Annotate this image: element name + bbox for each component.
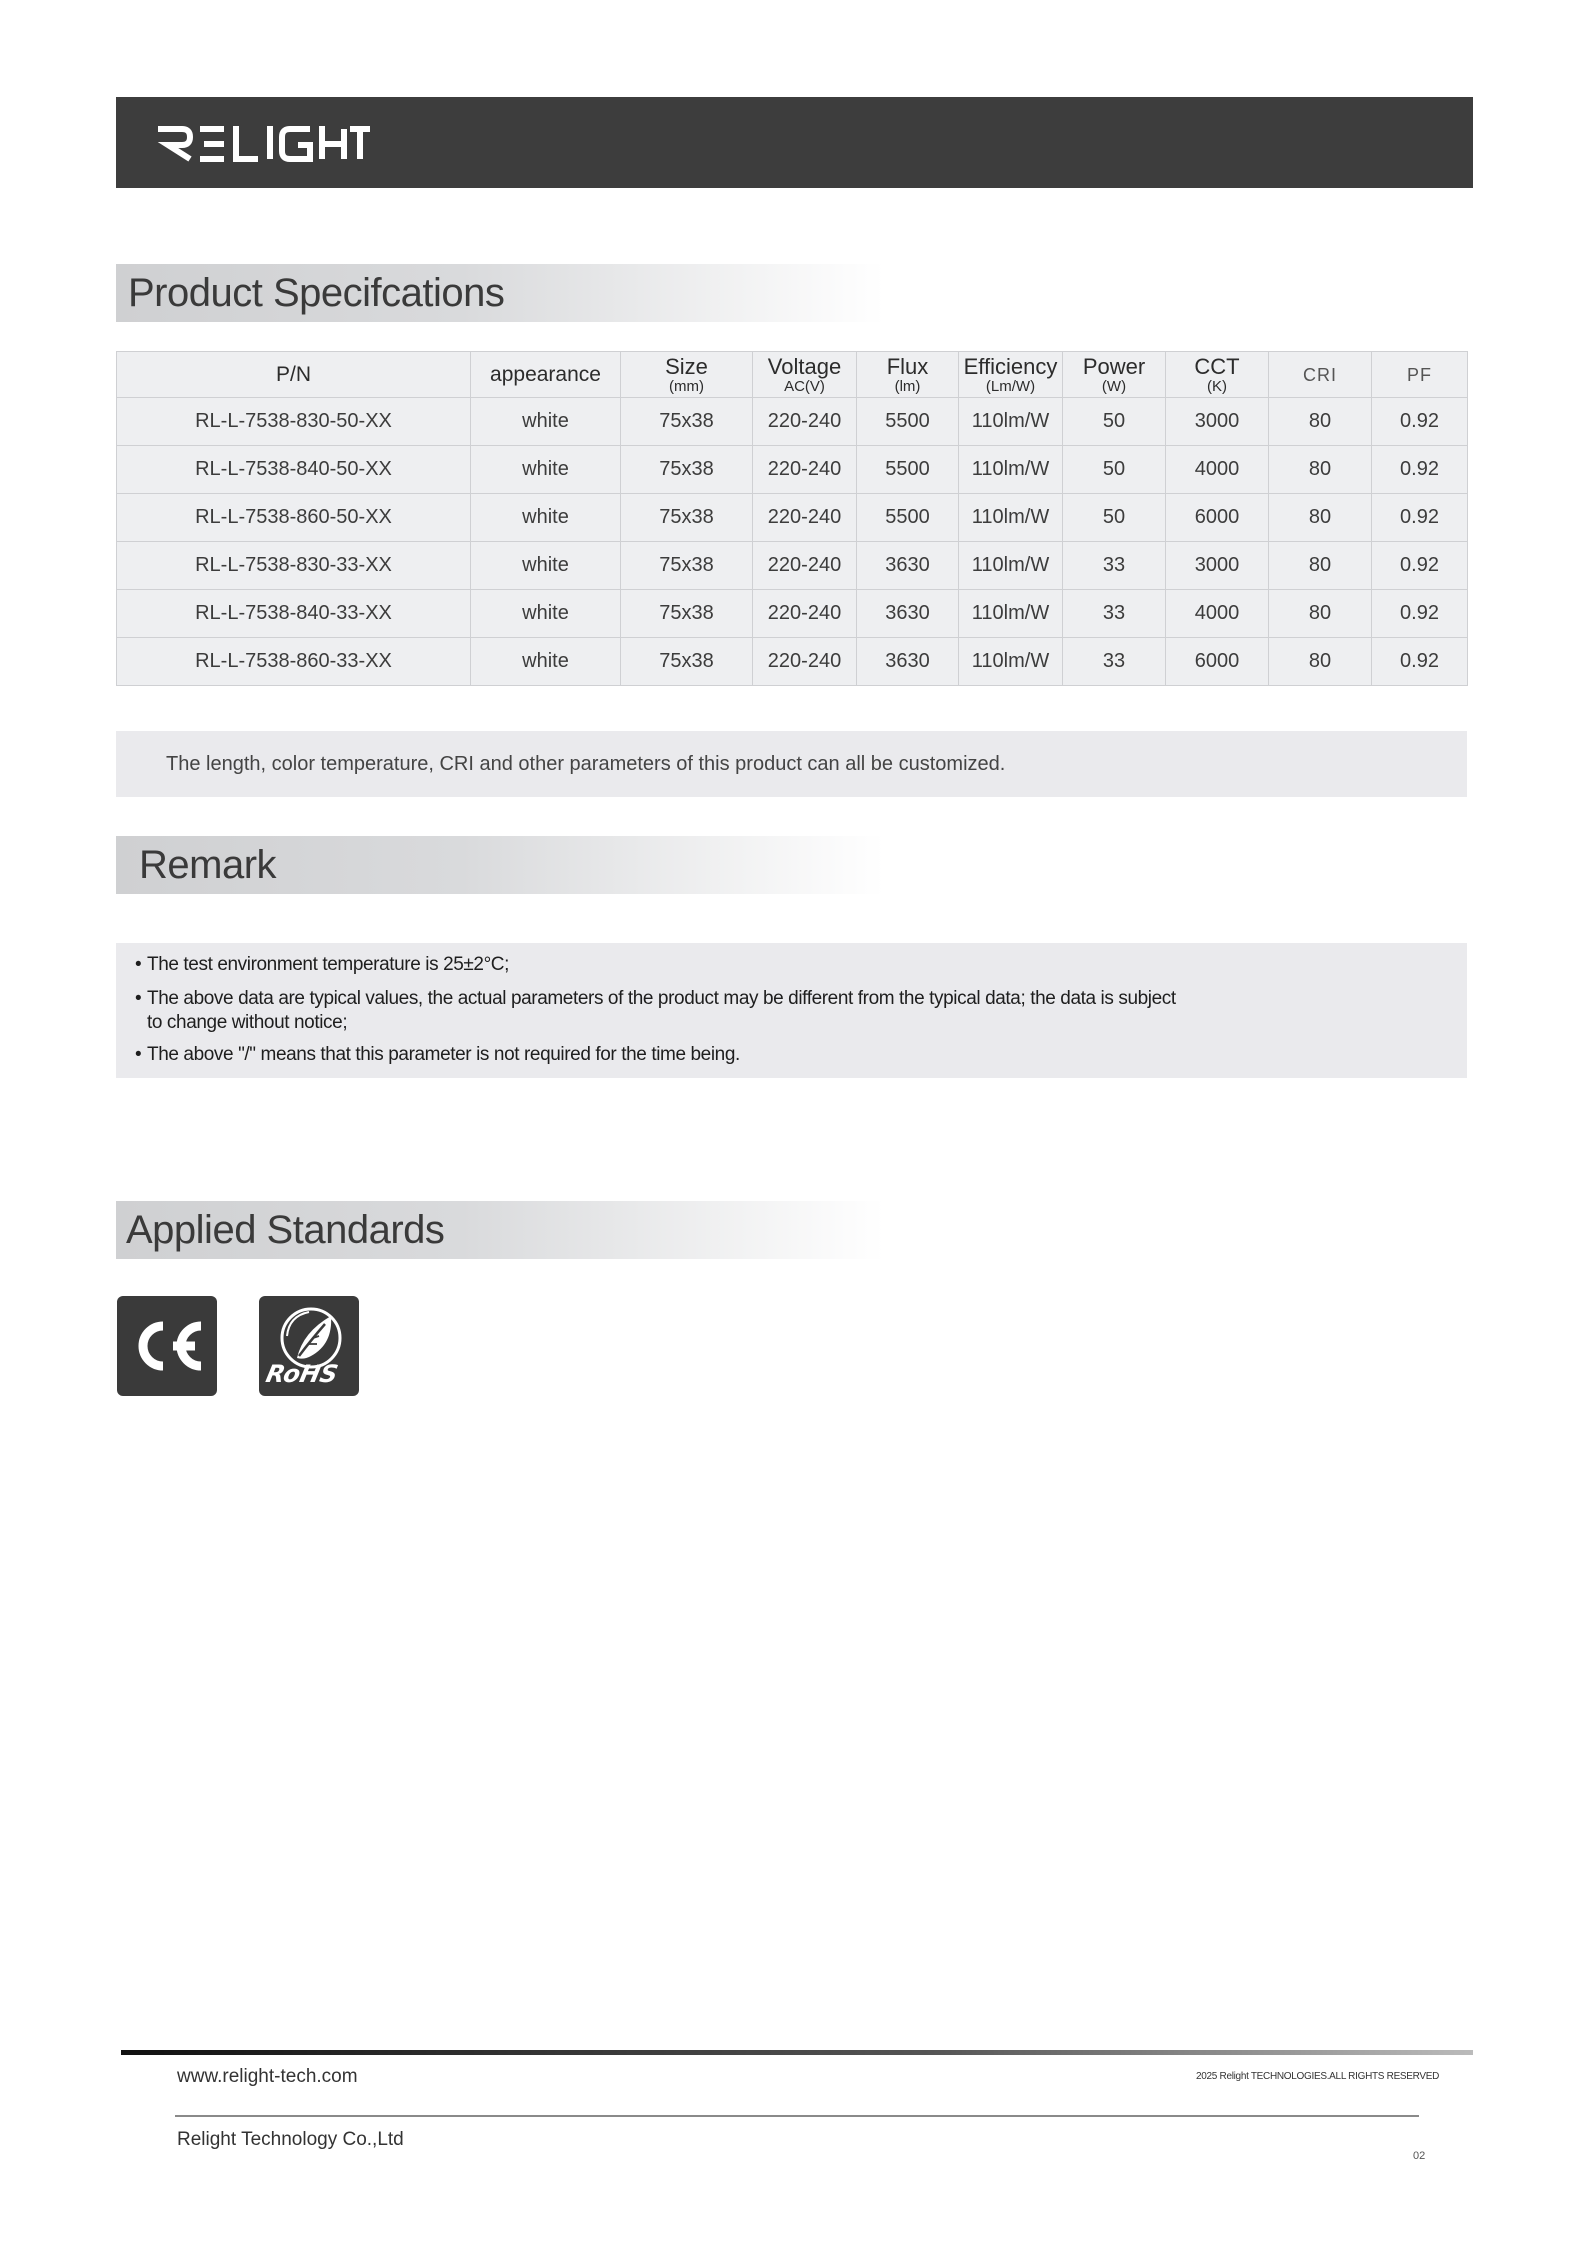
table-cell: 75x38 xyxy=(621,494,753,542)
footer-rule xyxy=(121,2050,1473,2055)
table-cell: 0.92 xyxy=(1372,590,1468,638)
table-cell: 0.92 xyxy=(1372,398,1468,446)
table-row xyxy=(117,542,1468,590)
table-cell: 0.92 xyxy=(1372,638,1468,686)
header-size: Size (mm) xyxy=(621,352,753,398)
table-cell: 80 xyxy=(1269,494,1372,542)
remark-item: • The above data are typical values, the actual parameters of the product may be different from the typical data; the data is subject xyxy=(135,988,1176,1009)
table-cell: RL-L-7538-830-33-XX xyxy=(117,542,471,590)
header-cct: CCT (K) xyxy=(1166,352,1269,398)
remark-title-text: Remark xyxy=(139,843,277,887)
table-cell: RL-L-7538-860-33-XX xyxy=(117,638,471,686)
table-cell: 220-240 xyxy=(753,494,857,542)
table-cell: 50 xyxy=(1063,446,1166,494)
table-cell: 80 xyxy=(1269,638,1372,686)
table-cell: RL-L-7538-860-50-XX xyxy=(117,494,471,542)
table-row xyxy=(117,590,1468,638)
header-flux: Flux (lm) xyxy=(857,352,959,398)
table-cell: 3630 xyxy=(857,590,959,638)
header-appearance: appearance xyxy=(471,352,621,398)
table-cell: RL-L-7538-840-33-XX xyxy=(117,590,471,638)
remark-item: • The test environment temperature is 25±2°C; xyxy=(135,954,510,975)
footer-page-number: 02 xyxy=(1413,2150,1426,2162)
section-title-specs xyxy=(116,264,884,322)
standards-title-text: Applied Standards xyxy=(126,1208,445,1252)
remark-item: • The above "/" means that this parameter is not required for the time being. xyxy=(135,1044,740,1065)
table-cell: RL-L-7538-830-50-XX xyxy=(117,398,471,446)
header-bar xyxy=(116,97,1473,188)
customization-note xyxy=(116,731,1467,797)
remark-item-continuation: to change without notice; xyxy=(147,1012,348,1033)
table-row xyxy=(117,446,1468,494)
table-cell: 75x38 xyxy=(621,542,753,590)
table-cell: 5500 xyxy=(857,494,959,542)
table-cell: 0.92 xyxy=(1372,446,1468,494)
table-cell: 4000 xyxy=(1166,446,1269,494)
ce-mark-icon xyxy=(117,1296,217,1396)
section-title-standards xyxy=(116,1201,884,1259)
table-cell: 3630 xyxy=(857,638,959,686)
header-efficiency: Efficiency (Lm/W) xyxy=(959,352,1063,398)
table-cell: 110lm/W xyxy=(959,446,1063,494)
footer-website: www.relight-tech.com xyxy=(177,2066,358,2087)
footer-divider xyxy=(175,2115,1419,2117)
table-cell: 220-240 xyxy=(753,638,857,686)
customization-note-text: The length, color temperature, CRI and other parameters of this product can all be customized. xyxy=(166,753,1006,775)
table-cell: 33 xyxy=(1063,542,1166,590)
table-cell: white xyxy=(471,398,621,446)
svg-text:RoHS: RoHS xyxy=(263,1359,341,1388)
table-cell: 0.92 xyxy=(1372,542,1468,590)
table-cell: 33 xyxy=(1063,590,1166,638)
table-cell: white xyxy=(471,446,621,494)
table-cell: 220-240 xyxy=(753,590,857,638)
header-pf: PF xyxy=(1372,352,1468,398)
table-cell: 6000 xyxy=(1166,638,1269,686)
table-cell: 5500 xyxy=(857,446,959,494)
table-cell: white xyxy=(471,590,621,638)
remark-box xyxy=(116,943,1467,1078)
table-cell: 5500 xyxy=(857,398,959,446)
table-cell: 75x38 xyxy=(621,398,753,446)
table-cell: white xyxy=(471,494,621,542)
table-row xyxy=(117,494,1468,542)
table-cell: 33 xyxy=(1063,638,1166,686)
table-cell: white xyxy=(471,542,621,590)
table-cell: 220-240 xyxy=(753,542,857,590)
table-cell: 75x38 xyxy=(621,590,753,638)
header-voltage: Voltage AC(V) xyxy=(753,352,857,398)
table-cell: 3630 xyxy=(857,542,959,590)
bullet: • xyxy=(135,954,142,975)
table-cell: 110lm/W xyxy=(959,542,1063,590)
table-cell: 50 xyxy=(1063,494,1166,542)
table-row xyxy=(117,398,1468,446)
table-header-row xyxy=(117,352,1468,398)
table-cell: 3000 xyxy=(1166,398,1269,446)
table-cell: 80 xyxy=(1269,398,1372,446)
table-cell: RL-L-7538-840-50-XX xyxy=(117,446,471,494)
specs-title-text: Product Specifcations xyxy=(128,271,505,315)
table-cell: 220-240 xyxy=(753,398,857,446)
bullet: • xyxy=(135,1044,142,1065)
table-cell: 0.92 xyxy=(1372,494,1468,542)
table-cell: 6000 xyxy=(1166,494,1269,542)
table-cell: 80 xyxy=(1269,590,1372,638)
header-power: Power (W) xyxy=(1063,352,1166,398)
table-cell: 80 xyxy=(1269,542,1372,590)
table-cell: 110lm/W xyxy=(959,398,1063,446)
table-cell: 220-240 xyxy=(753,446,857,494)
rohs-mark-icon xyxy=(259,1296,359,1396)
table-cell: 110lm/W xyxy=(959,638,1063,686)
table-cell: 3000 xyxy=(1166,542,1269,590)
footer-company: Relight Technology Co.,Ltd xyxy=(177,2129,404,2150)
footer-copyright: 2025 Relight TECHNOLOGIES.ALL RIGHTS RESERVED xyxy=(1196,2071,1440,2082)
table-cell: 110lm/W xyxy=(959,494,1063,542)
section-title-remark xyxy=(116,836,884,894)
table-row xyxy=(117,638,1468,686)
table-cell: white xyxy=(471,638,621,686)
table-cell: 75x38 xyxy=(621,638,753,686)
table-cell: 110lm/W xyxy=(959,590,1063,638)
table-cell: 50 xyxy=(1063,398,1166,446)
relight-logo xyxy=(154,115,374,171)
table-cell: 75x38 xyxy=(621,446,753,494)
header-cri: CRI xyxy=(1269,352,1372,398)
table-cell: 4000 xyxy=(1166,590,1269,638)
table-cell: 80 xyxy=(1269,446,1372,494)
header-pn: P/N xyxy=(117,352,471,398)
spec-table xyxy=(116,351,1468,686)
bullet: • xyxy=(135,988,142,1009)
